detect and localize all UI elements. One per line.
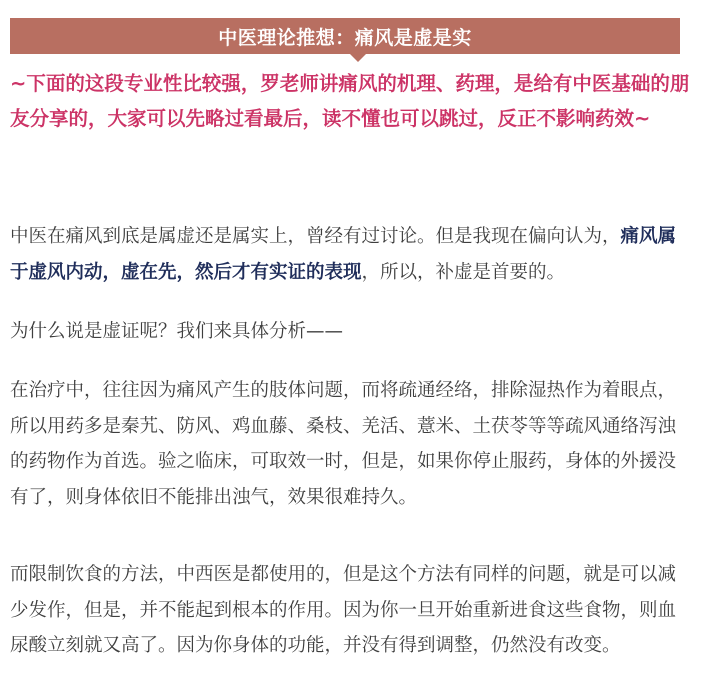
section-title: 中医理论推想：痛风是虚是实 <box>218 26 472 49</box>
paragraph-text: ，所以，补虚是首要的。 <box>361 261 566 283</box>
paragraph-question: 为什么说是虚证呢？我们来具体分析—— <box>10 321 344 342</box>
emphasis-text: 痛风属于虚风内动，虚在先，然后才有实证的表现 <box>10 226 677 283</box>
paragraph-diet-restriction: 而限制饮食的方法，中西医是都使用的，但是这个方法有同样的问题，就是可以减少发作，但是，并不能起到根本的作用。因为你一旦开始重新进食这些食物，则血尿酸立刻就又高了。因为你身体的功能，并没有得到调整，仍然没有改变。 <box>10 564 677 656</box>
banner-pointer-decoration <box>349 53 367 62</box>
intro-note: ~下面的这段专业性比较强，罗老师讲痛风的机理、药理，是给有中医基础的朋友分享的，大家可以先略过看最后，读不懂也可以跳过，反正不影响药效~ <box>10 72 690 130</box>
paragraph-text: 中医在痛风到底是属虚还是属实上，曾经有过讨论。但是我现在偏向认为， <box>10 226 621 247</box>
section-title-banner <box>10 18 680 54</box>
paragraph-treatment: 在治疗中，往往因为痛风产生的肢体问题，而将疏通经络，排除湿热作为着眼点，所以用药多是秦艽、防风、鸡血藤、桑枝、羌活、薏米、土茯苓等等疏风通络泻浊的药物作为首选。验之临床，可取效一时，但是，如果你停止服药，身体的外援没有了，则身体依旧不能排出浊气，效果很难持久。 <box>10 380 677 508</box>
paragraph-deficiency-view <box>10 219 694 290</box>
